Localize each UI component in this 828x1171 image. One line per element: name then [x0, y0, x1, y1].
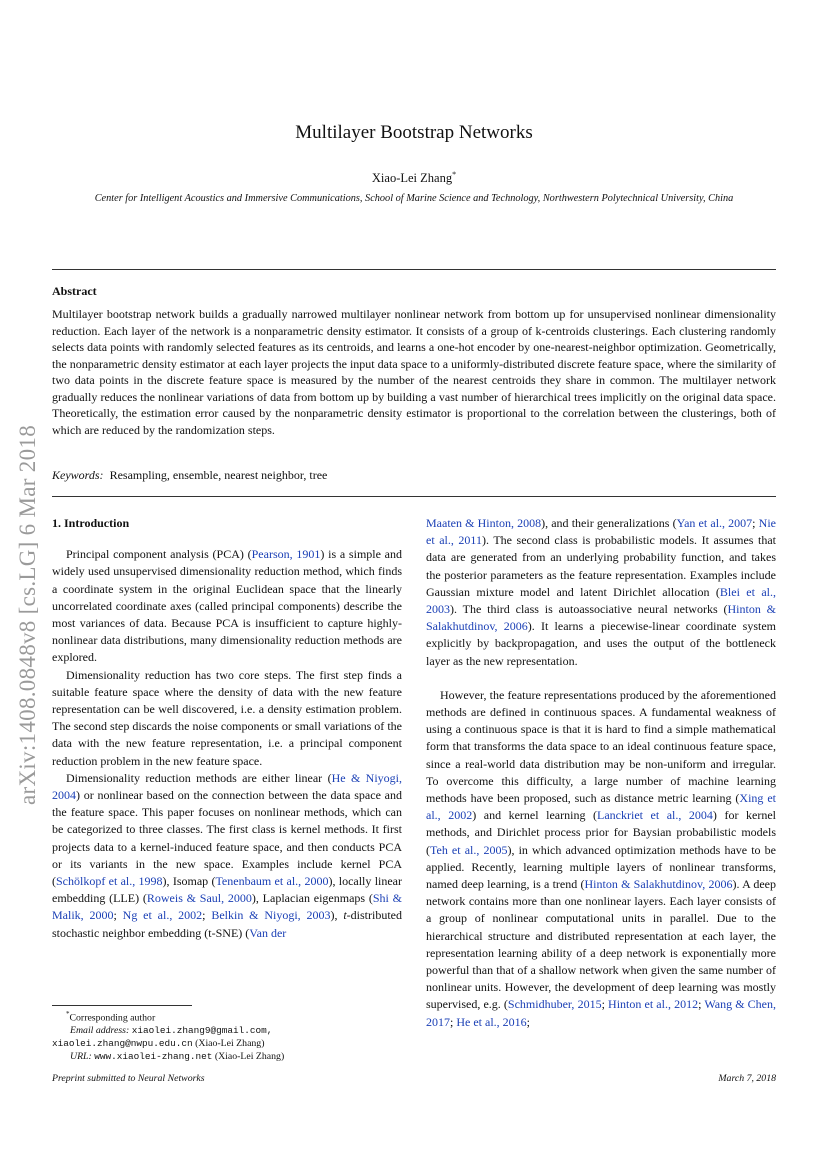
paragraph-text: ;	[450, 1014, 457, 1029]
paragraph-text: ;	[752, 516, 759, 530]
paragraph-text: -distributed stochastic neighbor embedding (t-SNE) (	[52, 908, 402, 940]
paragraph-text: ), Laplacian eigenmaps (	[251, 891, 373, 906]
footnote-email-2: xiaolei.zhang@nwpu.edu.cn (Xiao-Lei Zhang)	[52, 1038, 265, 1050]
paragraph-text: ;	[113, 908, 123, 923]
citation-link[interactable]: Schmidhuber, 2015	[507, 997, 602, 1012]
arxiv-stamp	[8, 365, 48, 865]
citation-link[interactable]: Maaten & Hinton, 2008	[426, 516, 542, 530]
abstract-bottom-rule	[52, 496, 776, 497]
footer-date: March 7, 2018	[718, 1073, 776, 1084]
citation-link[interactable]: He & Niyogi, 2004	[52, 770, 402, 803]
paragraph-text: ;	[526, 1014, 530, 1029]
citation-link[interactable]: Nie et al., 2011	[426, 516, 776, 548]
paragraph-text: Principal component analysis (PCA) (	[66, 547, 252, 562]
citation-link[interactable]: Hinton & Salakhutdinov, 2006	[426, 602, 776, 634]
italic-text: t	[343, 908, 347, 923]
footnote-email: Email address: xiaolei.zhang9@gmail.com,	[70, 1025, 273, 1037]
paragraph-text: Dimensionality reduction methods are either linear (	[66, 770, 332, 785]
intro-paragraph-3	[52, 770, 402, 942]
footnote-rule	[52, 1005, 192, 1006]
citation-link[interactable]: Blei et al., 2003	[426, 584, 776, 617]
citation-link[interactable]: Wang & Chen, 2017	[426, 997, 776, 1029]
citation-link[interactable]: Schölkopf et al., 1998	[56, 874, 163, 889]
author-name: Xiao-Lei Zhang	[371, 171, 453, 186]
arxiv-stamp-text: arXiv:1408.0848v8 [cs.LG] 6 Mar 2018	[15, 424, 40, 806]
citation-link[interactable]: He et al., 2016	[456, 1014, 527, 1029]
citation-link[interactable]: Xing et al., 2002	[426, 791, 776, 823]
citation-link[interactable]: Yan et al., 2007	[676, 516, 753, 530]
author-mark: *	[452, 170, 457, 179]
url-link[interactable]: www.xiaolei-zhang.net	[94, 1051, 213, 1063]
paragraph-text: ;	[202, 908, 212, 923]
citation-link[interactable]: Van der	[249, 925, 287, 940]
citation-link[interactable]: Belkin & Niyogi, 2003	[211, 908, 331, 923]
paragraph-text: ), in which advanced optimization methods have to be applied. Recently, learning multiple layers of nonlinear transforms, named deep learning, is a trend (	[426, 842, 776, 892]
intro-paragraph-2	[52, 667, 402, 770]
paragraph-text: ) and kernel learning (	[472, 808, 597, 823]
citation-link[interactable]: Hinton & Salakhutdinov, 2006	[584, 877, 733, 892]
citation-link[interactable]: Teh et al., 2005	[430, 842, 508, 857]
footnote	[52, 1008, 402, 1063]
paragraph-text: ) for kernel methods, and Dirichlet process prior for Baysian probabilistic models (	[426, 808, 776, 857]
citation-link[interactable]: Shi & Malik, 2000	[52, 891, 402, 923]
paragraph-text: ). The third class is autoassociative neural networks (	[450, 602, 728, 617]
keywords-list: Resampling, ensemble, nearest neighbor, tree	[109, 468, 328, 482]
paragraph-text: ), Isomap (	[162, 874, 216, 889]
citation-link[interactable]: Roweis & Saul, 2000	[146, 891, 252, 906]
footer-journal: Preprint submitted to Neural Networks	[52, 1073, 205, 1084]
intro-paragraph-1	[52, 546, 402, 666]
citation-link[interactable]: Lanckriet et al., 2004	[597, 808, 713, 823]
paragraph-text: ), and their generalizations (	[541, 516, 677, 530]
paragraph-text: ), locally linear embedding (LLE) (	[52, 874, 403, 906]
abstract-text: Multilayer bootstrap network builds a gradually narrowed multilayer nonlinear network from bottom up for unsupervised nonlinear dimensionality reduction. Each layer of the network is a nonparametric density estimator. It consists of a group of k-centroids clusterings. Each clustering randomly selects data points with randomly selected features as its centroids, and learns a one-hot encoder by one-nearest-neighbor optimization. Geometrically, the nonparametric density estimator at each layer projects the input data space to a uniformly-distributed discrete feature space, where the similarity of two data points in the discrete feature space is measured by the number of the nearest centroids they share in common. The multilayer network gradually reduces the nonlinear variations of data from bottom up by building a vast number of hierarchical trees implicitly on the original data space. Theoretically, the estimation error caused by the nonparametric density estimator is proportional to the correlation between the clusterings, both of which are reduced by the randomization steps.	[52, 307, 776, 437]
paragraph-text: ;	[601, 997, 609, 1012]
section-heading-introduction: 1. Introduction	[52, 516, 130, 530]
email-link-2[interactable]: xiaolei.zhang@nwpu.edu.cn	[52, 1038, 193, 1050]
paragraph-text: ;	[698, 997, 705, 1012]
paragraph-text: ). A deep network contains more than one nonlinear layers. Each layer consists of a group of nonlinear computational units in parallel. Due to the hierarchical structure and distributed representation at each layer, the representation learning ability of a deep network is exponentially more powerful than that of a shallow network when given the same number of nonlinear units. However, the development of deep learning was mostly supervised, e.g. (	[426, 877, 777, 1012]
left-column	[52, 515, 402, 942]
citation-link[interactable]: Ng et al., 2002	[122, 908, 203, 923]
paragraph-text: ),	[330, 908, 344, 923]
author-line	[0, 170, 828, 186]
affiliation: Center for Intelligent Acoustics and Immersive Communications, School of Marine Science and Technology, Northwestern Polytechnical University, China	[94, 193, 734, 204]
paragraph-text: ). The second class is probabilistic models. It assumes that data are generated from an underlying probability function, and takes the posterior parameters as the feature representation. Examples include Gaussian mixture model and latent Dirichlet allocation (	[426, 533, 777, 599]
paragraph-text: ) is a simple and widely used unsupervised dimensionality reduction method, which finds a coordinate system in the original Euclidean space that the linearly uncorrelated coordinate axes (called principal components) describe the most variances of data. Because PCA is insufficient to capture highly-nonlinear data distributions, many dimensionality reduction methods are explored.	[52, 547, 403, 665]
paragraph-text: ) or nonlinear based on the connection between the data space and the feature space. This paper focuses on nonlinear methods, which can be categorized to three classes. The first class is kernel methods. It first projects data to a kernel-induced feature space, and then conducts PCA or its variants in the new space. Examples include kernel PCA (	[52, 788, 402, 889]
email-link-1[interactable]: xiaolei.zhang9@gmail.com,	[131, 1025, 273, 1037]
top-rule	[52, 269, 776, 270]
paper-title: Multilayer Bootstrap Networks	[295, 122, 533, 143]
keywords-label: Keywords:	[52, 468, 104, 482]
abstract-heading: Abstract	[52, 284, 97, 298]
keywords	[52, 468, 327, 483]
footnote-mark: *	[66, 1010, 70, 1018]
citation-link[interactable]: Pearson, 1901	[251, 547, 321, 562]
footnote-corresponding: *Corresponding author	[66, 1010, 156, 1024]
intro-paragraph-4	[426, 687, 776, 1031]
paragraph-text: Dimensionality reduction has two core steps. The first step finds a suitable feature space where the density of data with the new feature representation can be well discovered, i.e. a density estimation problem. The second step discards the noise components or small variations of the data with the new feature representation, i.e. a principal component reduction problem in the new feature space.	[52, 667, 402, 768]
citation-link[interactable]: Hinton et al., 2012	[608, 997, 699, 1012]
paragraph-text: However, the feature representations produced by the aforementioned methods are defined in continuous spaces. A fundamental weakness of using a continuous space is that it is hard to find a simple mathematical form that transforms the data space to an ideal continuous feature space, since a real-world data distribution may be non-uniform and irregular. To overcome this difficulty, a large number of machine learning methods have been proposed, such as distance metric learning (	[426, 687, 776, 806]
footnote-url: URL: www.xiaolei-zhang.net (Xiao-Lei Zhang)	[70, 1051, 285, 1063]
citation-link[interactable]: Tenenbaum et al., 2000	[215, 874, 329, 889]
paragraph-text: ). It learns a piecewise-linear coordinate system explicitly by backpropagation, and uses the output of the bottleneck layer as the new representation.	[426, 619, 776, 668]
right-column	[426, 515, 776, 1031]
intro-paragraph-3-continued	[426, 515, 776, 670]
